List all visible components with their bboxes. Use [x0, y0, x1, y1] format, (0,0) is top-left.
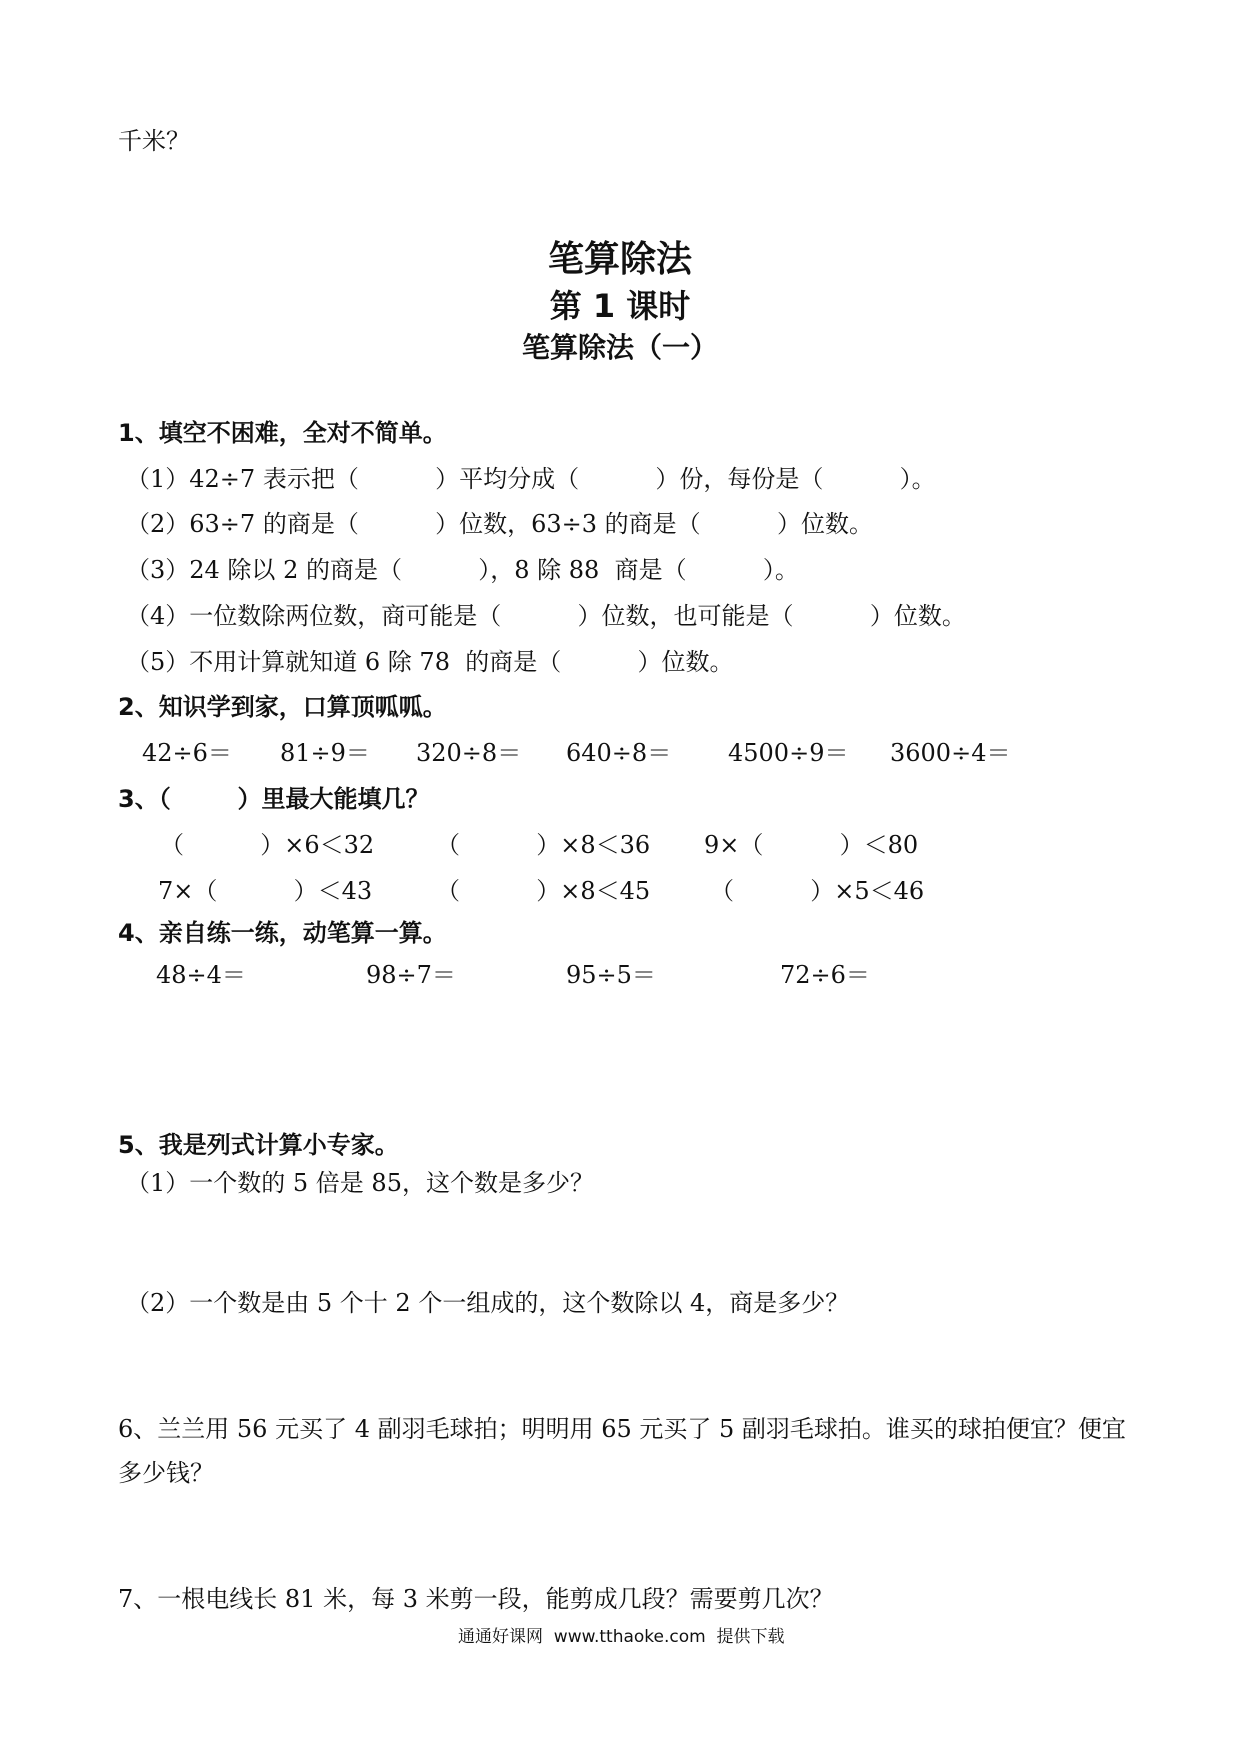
- q6-line-1: 6、兰兰用 56 元买了 4 副羽毛球拍；明明用 65 元买了 5 副羽毛球拍。谁买的球拍便宜？便宜: [118, 1415, 1126, 1443]
- q3-row2-item-2: （ ）×8＜45: [436, 877, 651, 905]
- carryover-text: 千米？: [118, 127, 190, 155]
- q2-item-6: 3600÷4＝: [890, 739, 1011, 767]
- q5-item-1: （1）一个数的 5 倍是 85，这个数是多少？: [126, 1169, 594, 1197]
- q7-text: 7、一根电线长 81 米，每 3 米剪一段，能剪成几段？需要剪几次？: [118, 1585, 834, 1613]
- q3-row2-item-1: 7×（ ）＜43: [158, 877, 373, 905]
- q2-item-5: 4500÷9＝: [728, 739, 849, 767]
- q4-heading: 4、亲自练一练，动笔算一算。: [118, 919, 447, 947]
- q1-item-2: （2）63÷7 的商是（ ）位数，63÷3 的商是（ ）位数。: [126, 510, 873, 538]
- q4-item-2: 98÷7＝: [366, 961, 456, 989]
- section-title: 笔算除法（一）: [521, 331, 718, 364]
- q2-item-2: 81÷9＝: [280, 739, 370, 767]
- q3-row1-item-1: （ ）×6＜32: [160, 831, 375, 859]
- q4-item-3: 95÷5＝: [566, 961, 656, 989]
- footer-credit: 通通好课网 www.tthaoke.com 提供下载: [458, 1627, 785, 1647]
- q2-item-4: 640÷8＝: [566, 739, 672, 767]
- lesson-title: 第 1 课时: [549, 287, 691, 325]
- q5-heading: 5、我是列式计算小专家。: [118, 1131, 399, 1159]
- q1-item-3: （3）24 除以 2 的商是（ ），8 除 88 商是（ ）。: [126, 556, 799, 584]
- q3-row1-item-3: 9×（ ）＜80: [704, 831, 919, 859]
- q6-line-2: 多少钱？: [118, 1459, 214, 1487]
- q2-heading: 2、知识学到家，口算顶呱呱。: [118, 693, 447, 721]
- q1-item-1: （1）42÷7 表示把（ ）平均分成（ ）份，每份是（ ）。: [126, 465, 936, 493]
- q2-item-1: 42÷6＝: [142, 739, 232, 767]
- q3-row2-item-3: （ ）×5＜46: [710, 877, 925, 905]
- q1-item-4: （4）一位数除两位数，商可能是（ ）位数，也可能是（ ）位数。: [126, 602, 966, 630]
- q3-heading: 3、（ ）里最大能填几？: [118, 785, 430, 813]
- page-title: 笔算除法: [547, 239, 692, 280]
- q2-item-3: 320÷8＝: [416, 739, 522, 767]
- q1-heading: 1、填空不困难，全对不简单。: [118, 419, 447, 447]
- q1-item-5: （5）不用计算就知道 6 除 78 的商是（ ）位数。: [126, 648, 734, 676]
- q3-row1-item-2: （ ）×8＜36: [436, 831, 651, 859]
- q4-item-1: 48÷4＝: [156, 961, 246, 989]
- q5-item-2: （2）一个数是由 5 个十 2 个一组成的，这个数除以 4，商是多少？: [126, 1289, 850, 1317]
- q4-item-4: 72÷6＝: [780, 961, 870, 989]
